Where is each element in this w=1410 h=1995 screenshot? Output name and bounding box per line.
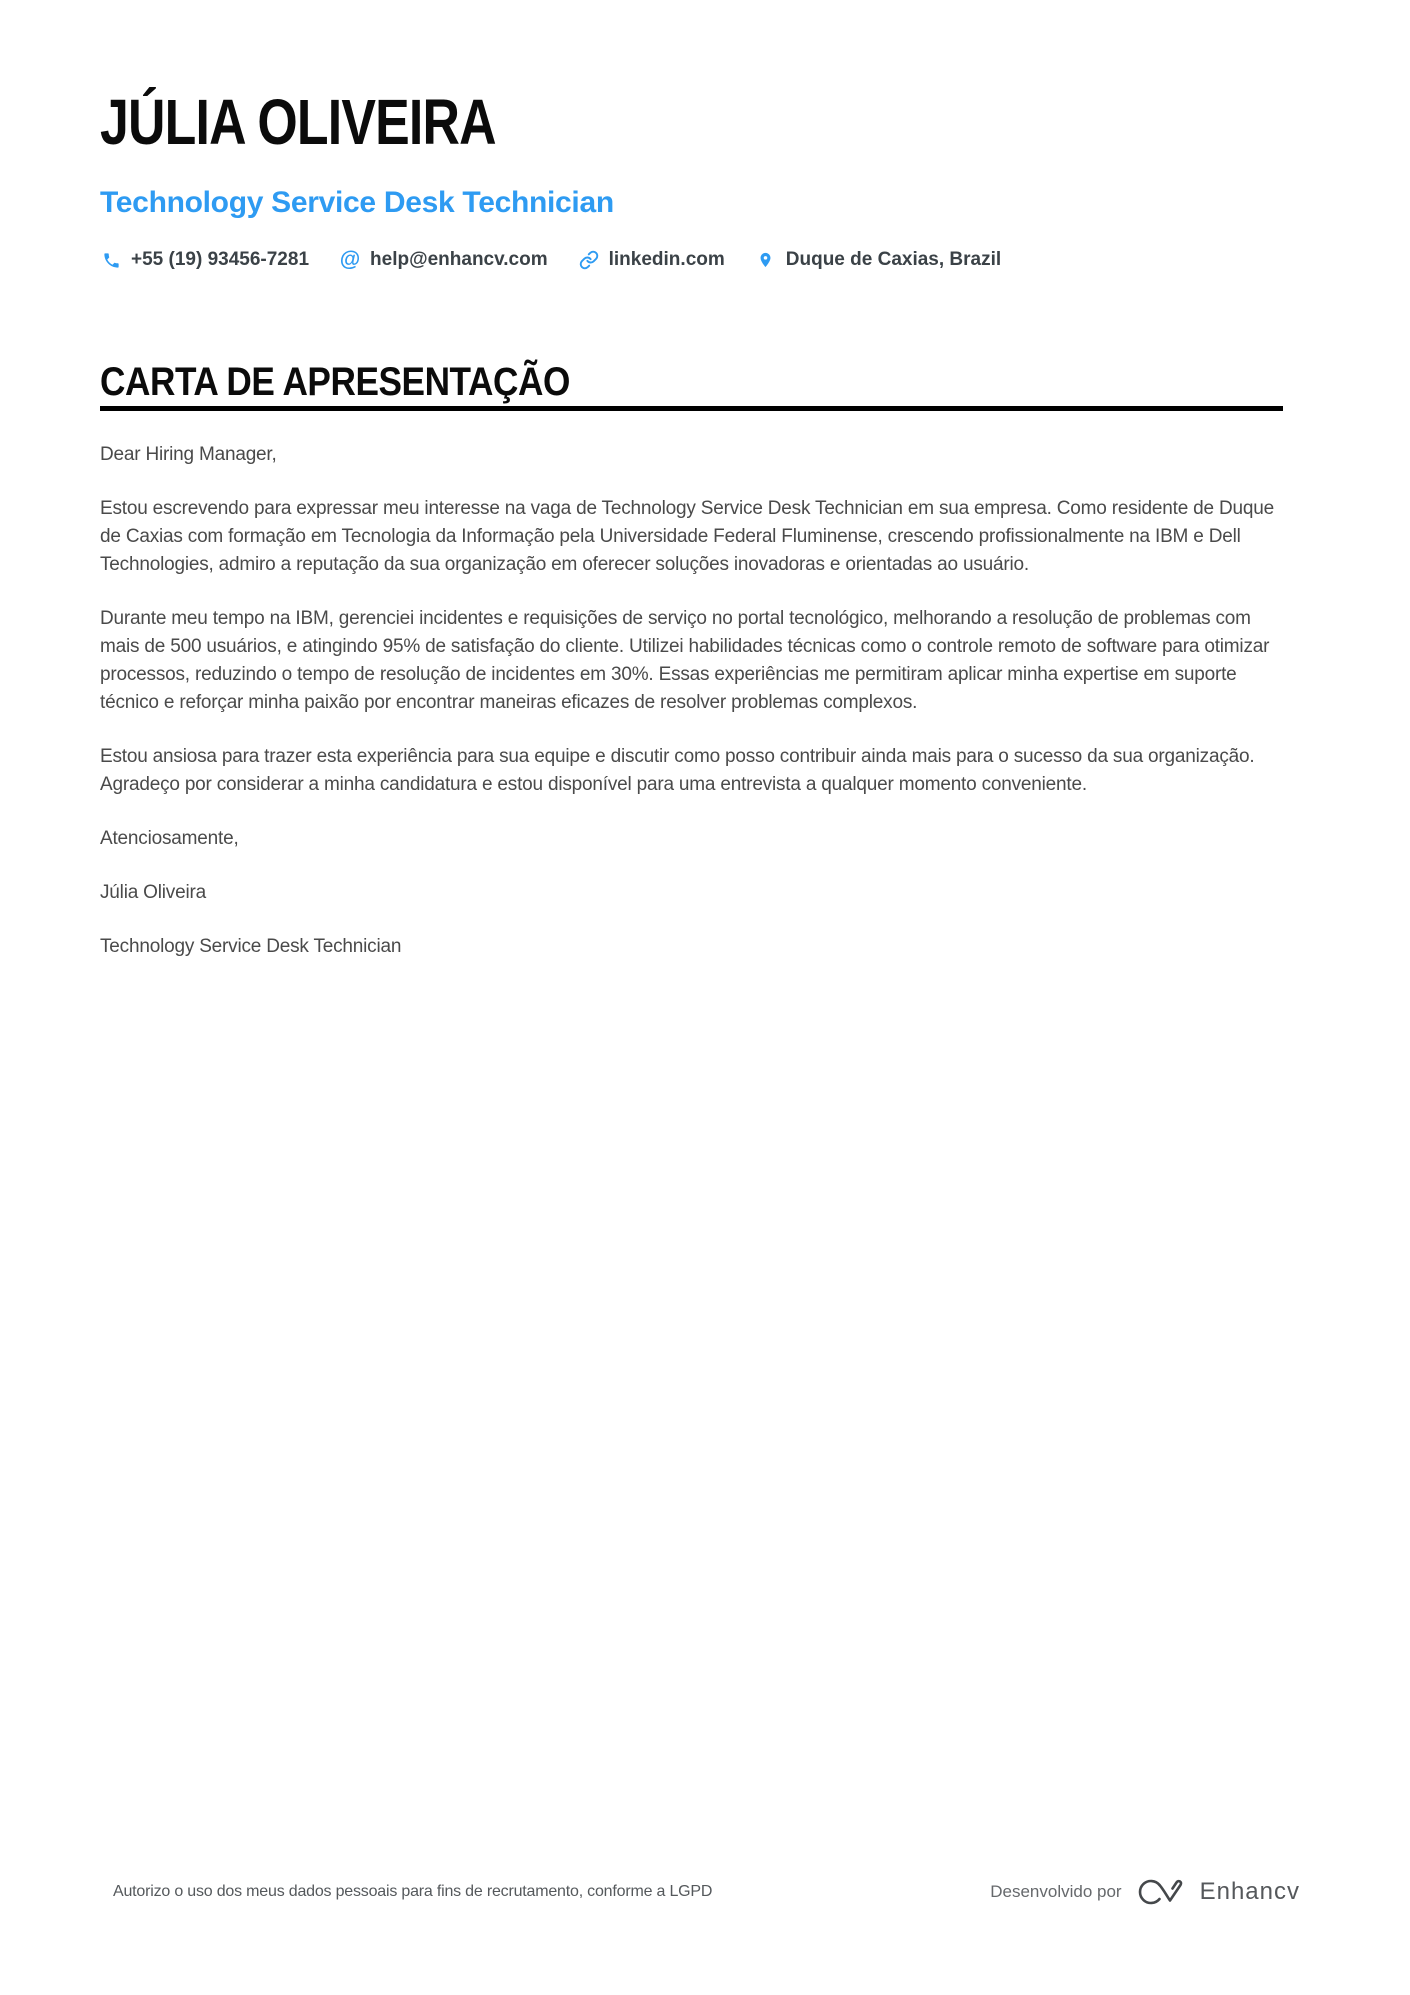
candidate-name: JÚLIA OLIVEIRA [100,86,496,158]
contact-link-text: linkedin.com [608,249,725,270]
contact-location [755,249,1001,271]
page-content [0,86,1410,961]
enhancv-branding[interactable] [990,1877,1300,1907]
lgpd-consent-text: Autorizo o uso dos meus dados pessoais para fins de recrutamento, conforme a LGPD [113,1883,713,1900]
powered-by-label: Desenvolvido por [990,1882,1122,1901]
letter-paragraph: Estou escrevendo para expressar meu interesse na vaga de Technology Service Desk Technician em sua empresa. Como residente de Duque de Caxias com formação em Tecnologia da Informação pela Universidade Federal Fluminense, crescendo profissionalmente na IBM e Dell Technologies, admiro a reputação da sua organização em oferecer soluções inovadoras e orientadas ao usuário. [100,498,1274,575]
link-icon [578,249,600,271]
page-footer [113,1877,1300,1907]
letter-paragraph: Durante meu tempo na IBM, gerenciei incidentes e requisições de serviço no portal tecnológico, melhorando a resolução de problemas com mais de 500 usuários, e atingindo 95% de satisfação do cliente. Utilizei habilidades técnicas como o controle remoto de software para otimizar processos, reduzindo o tempo de resolução de incidentes em 30%. Essas experiências me permitiram aplicar minha expertise em suporte técnico e reforçar minha paixão por encontrar maneiras eficazes de resolver problemas complexos. [100,608,1270,713]
brand-name: Enhancv [1199,1878,1300,1905]
contact-email-text: help@enhancv.com [370,249,548,270]
closing: Atenciosamente, [100,828,239,849]
contact-link[interactable] [578,249,725,271]
section-header [100,359,1283,411]
contact-email[interactable] [339,249,548,271]
candidate-job-title: Technology Service Desk Technician [100,186,614,219]
contact-phone-text: +55 (19) 93456-7281 [131,249,310,270]
signature-name: Júlia Oliveira [100,882,206,903]
location-pin-icon [755,249,777,271]
signature-title: Technology Service Desk Technician [100,936,402,957]
contact-phone [100,249,309,271]
phone-icon [100,249,122,271]
contact-row [100,249,1283,271]
at-icon: @ [339,248,361,271]
contact-location-text: Duque de Caxias, Brazil [785,249,1002,270]
section-title: CARTA DE APRESENTAÇÃO [100,360,570,404]
enhancv-logo-icon [1136,1877,1186,1907]
salutation: Dear Hiring Manager, [100,444,277,465]
letter-body [100,441,1283,961]
letter-paragraph: Estou ansiosa para trazer esta experiência para sua equipe e discutir como posso contribuir ainda mais para o sucesso da sua organização. Agradeço por considerar a minha candidatura e estou disponível para uma entrevista a qualquer momento conveniente. [100,746,1255,795]
